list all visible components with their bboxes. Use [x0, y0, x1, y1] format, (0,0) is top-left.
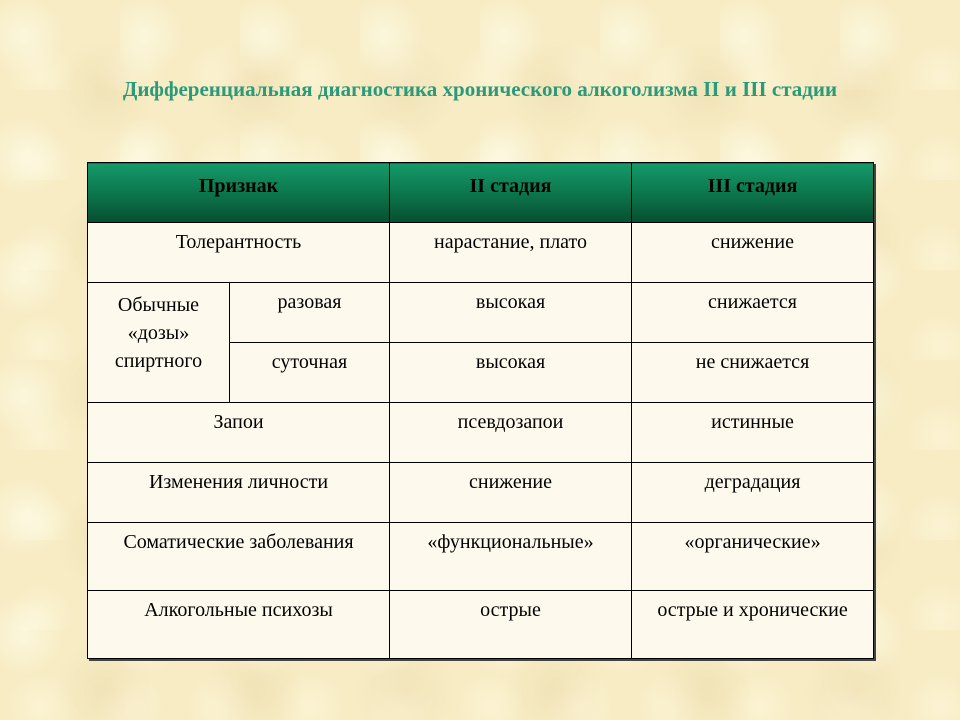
cell-somatic-stage-3: «органические»: [632, 523, 874, 591]
cell-tolerance-stage-2: нарастание, плато: [390, 223, 632, 283]
cell-daily-dose-stage-3: не снижается: [632, 343, 874, 403]
cell-single-dose-label: разовая: [230, 283, 390, 343]
table-row-binges: [88, 403, 874, 463]
cell-psychoses-label: Алкогольные психозы: [88, 591, 390, 659]
header-stage-3: III стадия: [632, 163, 874, 223]
cell-doses-group-label: Обычные «дозы» спиртного: [88, 283, 230, 403]
slide-title: Дифференциальная диагностика хронического алкоголизма II и III стадии: [122, 77, 838, 101]
table-row-single-dose: [88, 283, 874, 343]
table-row-psychoses: [88, 591, 874, 659]
cell-binges-label: Запои: [88, 403, 390, 463]
cell-single-dose-stage-3: снижается: [632, 283, 874, 343]
diagnosis-table: [87, 162, 874, 659]
cell-binges-stage-2: псевдозапои: [390, 403, 632, 463]
header-stage-2: II стадия: [390, 163, 632, 223]
cell-personality-label: Изменения личности: [88, 463, 390, 523]
cell-daily-dose-label: суточная: [230, 343, 390, 403]
cell-psychoses-stage-3: острые и хронические: [632, 591, 874, 659]
cell-somatic-stage-2: «функциональные»: [390, 523, 632, 591]
cell-binges-stage-3: истинные: [632, 403, 874, 463]
diagnosis-table-container: [87, 162, 873, 659]
cell-somatic-label: Соматические заболевания: [88, 523, 390, 591]
table-row-personality: [88, 463, 874, 523]
cell-tolerance-label: Толерантность: [88, 223, 390, 283]
cell-personality-stage-3: деградация: [632, 463, 874, 523]
cell-daily-dose-stage-2: высокая: [390, 343, 632, 403]
cell-personality-stage-2: снижение: [390, 463, 632, 523]
cell-single-dose-stage-2: высокая: [390, 283, 632, 343]
cell-psychoses-stage-2: острые: [390, 591, 632, 659]
cell-tolerance-stage-3: снижение: [632, 223, 874, 283]
header-sign: Признак: [88, 163, 390, 223]
table-header-row: [88, 163, 874, 223]
table-row-somatic: [88, 523, 874, 591]
table-row-tolerance: [88, 223, 874, 283]
